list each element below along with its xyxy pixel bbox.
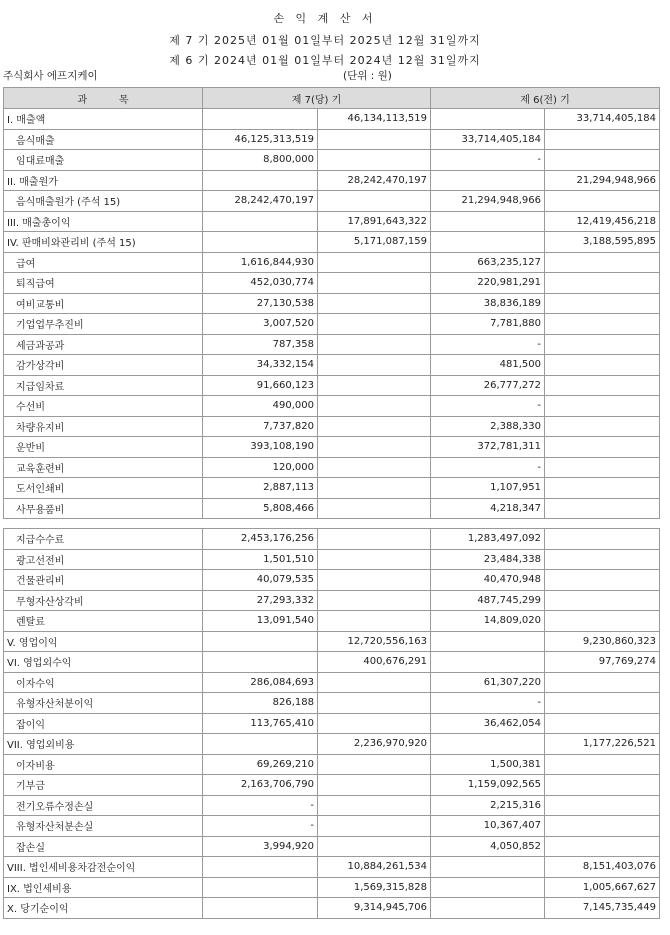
- current-detail-amount: 120,000: [203, 457, 318, 478]
- prior-detail-amount: 1,283,497,092: [431, 529, 545, 550]
- current-total-amount: [318, 693, 431, 714]
- current-detail-amount: [203, 652, 318, 673]
- prior-total-amount: [545, 396, 660, 417]
- current-total-amount: [318, 611, 431, 632]
- unit-label: (단위 : 원): [343, 70, 392, 82]
- current-detail-amount: 393,108,190: [203, 437, 318, 458]
- prior-detail-amount: 4,218,347: [431, 498, 545, 519]
- prior-total-amount: 33,714,405,184: [545, 109, 660, 130]
- prior-detail-amount: [431, 652, 545, 673]
- prior-total-amount: [545, 355, 660, 376]
- prior-total-amount: [545, 754, 660, 775]
- prior-detail-amount: [431, 232, 545, 253]
- table-header-row: [4, 88, 660, 109]
- current-detail-amount: [203, 211, 318, 232]
- current-total-amount: [318, 836, 431, 857]
- table-row: [4, 396, 660, 417]
- row-label: 음식매출원가 (주석 15): [4, 191, 203, 212]
- row-label: 잡이익: [4, 713, 203, 734]
- prior-total-amount: 3,188,595,895: [545, 232, 660, 253]
- table-row: [4, 877, 660, 898]
- current-detail-amount: 2,453,176,256: [203, 529, 318, 550]
- table-row: [4, 334, 660, 355]
- table-row: [4, 375, 660, 396]
- current-detail-amount: 46,125,313,519: [203, 129, 318, 150]
- current-detail-amount: [203, 734, 318, 755]
- prior-detail-amount: [431, 211, 545, 232]
- current-total-amount: 10,884,261,534: [318, 857, 431, 878]
- prior-total-amount: [545, 713, 660, 734]
- current-total-amount: 5,171,087,159: [318, 232, 431, 253]
- current-detail-amount: 13,091,540: [203, 611, 318, 632]
- header-current-period: 제 7(당) 기: [203, 88, 431, 109]
- prior-detail-amount: [431, 631, 545, 652]
- table-row: [4, 355, 660, 376]
- prior-total-amount: [545, 334, 660, 355]
- table-row: [4, 693, 660, 714]
- table-row: [4, 314, 660, 335]
- row-label: 이자수익: [4, 672, 203, 693]
- row-label: 교육훈련비: [4, 457, 203, 478]
- table-row: [4, 734, 660, 755]
- prior-detail-amount: -: [431, 457, 545, 478]
- prior-detail-amount: 21,294,948,966: [431, 191, 545, 212]
- current-total-amount: [318, 396, 431, 417]
- prior-detail-amount: 36,462,054: [431, 713, 545, 734]
- current-total-amount: [318, 816, 431, 837]
- prior-detail-amount: 23,484,338: [431, 549, 545, 570]
- prior-detail-amount: [431, 109, 545, 130]
- table-row: [4, 416, 660, 437]
- row-label: 도서인쇄비: [4, 478, 203, 499]
- row-label: 세금과공과: [4, 334, 203, 355]
- prior-detail-amount: 38,836,189: [431, 293, 545, 314]
- row-label: 퇴직급여: [4, 273, 203, 294]
- current-total-amount: 1,569,315,828: [318, 877, 431, 898]
- table-row: [4, 191, 660, 212]
- row-label: 무형자산상각비: [4, 590, 203, 611]
- row-label: 건물관리비: [4, 570, 203, 591]
- prior-detail-amount: [431, 877, 545, 898]
- current-detail-amount: 28,242,470,197: [203, 191, 318, 212]
- current-total-amount: [318, 334, 431, 355]
- row-label: IV. 판매비와관리비 (주석 15): [4, 232, 203, 253]
- current-total-amount: [318, 570, 431, 591]
- prior-total-amount: [545, 795, 660, 816]
- prior-total-amount: [545, 549, 660, 570]
- current-total-amount: [318, 457, 431, 478]
- current-total-amount: [318, 150, 431, 171]
- table-row: [4, 652, 660, 673]
- current-detail-amount: 2,887,113: [203, 478, 318, 499]
- current-detail-amount: 8,800,000: [203, 150, 318, 171]
- row-label: VIII. 법인세비용차감전순이익: [4, 857, 203, 878]
- table-row: [4, 549, 660, 570]
- row-label: 기업업무추진비: [4, 314, 203, 335]
- current-total-amount: [318, 252, 431, 273]
- current-total-amount: [318, 498, 431, 519]
- current-detail-amount: 452,030,774: [203, 273, 318, 294]
- prior-total-amount: 1,005,667,627: [545, 877, 660, 898]
- prior-detail-amount: 1,107,951: [431, 478, 545, 499]
- period-current: 제 7 기 2025년 01월 01일부터 2025년 12월 31일까지: [169, 34, 481, 47]
- table-row: [4, 631, 660, 652]
- prior-total-amount: [545, 775, 660, 796]
- row-label: 전기오류수정손실: [4, 795, 203, 816]
- row-label: 사무용품비: [4, 498, 203, 519]
- header-item: 과 목: [4, 88, 203, 109]
- current-total-amount: 46,134,113,519: [318, 109, 431, 130]
- current-total-amount: [318, 355, 431, 376]
- table-row: [4, 529, 660, 550]
- current-detail-amount: 7,737,820: [203, 416, 318, 437]
- table-row: [4, 713, 660, 734]
- prior-detail-amount: 1,500,381: [431, 754, 545, 775]
- table-row: [4, 252, 660, 273]
- prior-total-amount: [545, 590, 660, 611]
- prior-detail-amount: 10,367,407: [431, 816, 545, 837]
- table-row: [4, 129, 660, 150]
- table-row: [4, 457, 660, 478]
- prior-detail-amount: 2,388,330: [431, 416, 545, 437]
- current-total-amount: 400,676,291: [318, 652, 431, 673]
- prior-total-amount: [545, 457, 660, 478]
- prior-total-amount: [545, 529, 660, 550]
- header-prior-period: 제 6(전) 기: [431, 88, 660, 109]
- current-total-amount: 28,242,470,197: [318, 170, 431, 191]
- prior-detail-amount: 487,745,299: [431, 590, 545, 611]
- prior-detail-amount: 372,781,311: [431, 437, 545, 458]
- prior-total-amount: [545, 816, 660, 837]
- row-label: 음식매출: [4, 129, 203, 150]
- row-label: 기부금: [4, 775, 203, 796]
- table-row: [4, 570, 660, 591]
- statement-title: 손 익 계 산 서: [273, 12, 377, 25]
- current-total-amount: [318, 549, 431, 570]
- prior-detail-amount: [431, 170, 545, 191]
- current-total-amount: [318, 293, 431, 314]
- prior-total-amount: [545, 478, 660, 499]
- table-row: [4, 498, 660, 519]
- table-row: [4, 293, 660, 314]
- current-total-amount: [318, 775, 431, 796]
- prior-detail-amount: 2,215,316: [431, 795, 545, 816]
- current-detail-amount: 2,163,706,790: [203, 775, 318, 796]
- current-detail-amount: 40,079,535: [203, 570, 318, 591]
- current-detail-amount: 1,616,844,930: [203, 252, 318, 273]
- prior-total-amount: [545, 570, 660, 591]
- row-label: VI. 영업외수익: [4, 652, 203, 673]
- table-row: [4, 437, 660, 458]
- prior-detail-amount: -: [431, 396, 545, 417]
- current-total-amount: [318, 437, 431, 458]
- prior-detail-amount: 1,159,092,565: [431, 775, 545, 796]
- prior-detail-amount: 220,981,291: [431, 273, 545, 294]
- current-total-amount: [318, 754, 431, 775]
- row-label: 유형자산처분이익: [4, 693, 203, 714]
- prior-detail-amount: 61,307,220: [431, 672, 545, 693]
- prior-detail-amount: -: [431, 150, 545, 171]
- row-label: III. 매출총이익: [4, 211, 203, 232]
- table-row: [4, 836, 660, 857]
- prior-total-amount: [545, 150, 660, 171]
- prior-total-amount: [545, 314, 660, 335]
- prior-total-amount: [545, 611, 660, 632]
- current-detail-amount: [203, 109, 318, 130]
- prior-detail-amount: 4,050,852: [431, 836, 545, 857]
- prior-total-amount: [545, 437, 660, 458]
- current-detail-amount: 286,084,693: [203, 672, 318, 693]
- row-label: 유형자산처분손실: [4, 816, 203, 837]
- row-label: 차량유지비: [4, 416, 203, 437]
- prior-total-amount: 7,145,735,449: [545, 898, 660, 919]
- table-row: [4, 478, 660, 499]
- current-detail-amount: -: [203, 795, 318, 816]
- current-total-amount: [318, 590, 431, 611]
- prior-total-amount: [545, 498, 660, 519]
- prior-detail-amount: -: [431, 693, 545, 714]
- current-total-amount: [318, 478, 431, 499]
- prior-total-amount: 21,294,948,966: [545, 170, 660, 191]
- table-row: [4, 816, 660, 837]
- prior-total-amount: 8,151,403,076: [545, 857, 660, 878]
- prior-detail-amount: 40,470,948: [431, 570, 545, 591]
- row-label: 이자비용: [4, 754, 203, 775]
- prior-total-amount: [545, 273, 660, 294]
- income-statement-table-part1: [3, 87, 660, 519]
- row-label: I. 매출액: [4, 109, 203, 130]
- row-label: 지급임차료: [4, 375, 203, 396]
- prior-detail-amount: [431, 734, 545, 755]
- prior-total-amount: 1,177,226,521: [545, 734, 660, 755]
- current-total-amount: [318, 713, 431, 734]
- prior-total-amount: [545, 191, 660, 212]
- row-label: 수선비: [4, 396, 203, 417]
- current-total-amount: [318, 375, 431, 396]
- current-detail-amount: 826,188: [203, 693, 318, 714]
- row-label: II. 매출원가: [4, 170, 203, 191]
- current-detail-amount: [203, 232, 318, 253]
- current-detail-amount: 27,130,538: [203, 293, 318, 314]
- income-statement-table-part2: [3, 528, 660, 919]
- prior-detail-amount: -: [431, 334, 545, 355]
- prior-total-amount: [545, 416, 660, 437]
- current-detail-amount: 787,358: [203, 334, 318, 355]
- row-label: 광고선전비: [4, 549, 203, 570]
- table-row: [4, 232, 660, 253]
- current-detail-amount: [203, 857, 318, 878]
- table-row: [4, 611, 660, 632]
- period-prior: 제 6 기 2024년 01월 01일부터 2024년 12월 31일까지: [169, 54, 481, 67]
- prior-total-amount: [545, 129, 660, 150]
- row-label: 급여: [4, 252, 203, 273]
- row-label: 감가상각비: [4, 355, 203, 376]
- prior-detail-amount: 7,781,880: [431, 314, 545, 335]
- prior-total-amount: 12,419,456,218: [545, 211, 660, 232]
- current-detail-amount: 3,994,920: [203, 836, 318, 857]
- row-label: VII. 영업외비용: [4, 734, 203, 755]
- current-total-amount: [318, 273, 431, 294]
- current-total-amount: 12,720,556,163: [318, 631, 431, 652]
- prior-total-amount: [545, 672, 660, 693]
- table-row: [4, 273, 660, 294]
- current-detail-amount: 69,269,210: [203, 754, 318, 775]
- current-total-amount: [318, 672, 431, 693]
- row-label: V. 영업이익: [4, 631, 203, 652]
- company-name: 주식회사 에프지케이: [3, 70, 98, 82]
- current-detail-amount: 5,808,466: [203, 498, 318, 519]
- table-row: [4, 150, 660, 171]
- prior-total-amount: 9,230,860,323: [545, 631, 660, 652]
- current-total-amount: [318, 314, 431, 335]
- current-detail-amount: 3,007,520: [203, 314, 318, 335]
- prior-total-amount: [545, 693, 660, 714]
- current-detail-amount: [203, 898, 318, 919]
- current-total-amount: [318, 416, 431, 437]
- current-detail-amount: 34,332,154: [203, 355, 318, 376]
- current-total-amount: 2,236,970,920: [318, 734, 431, 755]
- current-total-amount: 9,314,945,706: [318, 898, 431, 919]
- current-total-amount: 17,891,643,322: [318, 211, 431, 232]
- table-row: [4, 775, 660, 796]
- table-row: [4, 211, 660, 232]
- prior-detail-amount: 481,500: [431, 355, 545, 376]
- table-row: [4, 170, 660, 191]
- current-detail-amount: [203, 631, 318, 652]
- row-label: 지급수수료: [4, 529, 203, 550]
- prior-total-amount: [545, 252, 660, 273]
- current-detail-amount: 27,293,332: [203, 590, 318, 611]
- table-row: [4, 754, 660, 775]
- table-row: [4, 109, 660, 130]
- current-detail-amount: 490,000: [203, 396, 318, 417]
- current-detail-amount: [203, 877, 318, 898]
- prior-total-amount: [545, 293, 660, 314]
- current-total-amount: [318, 795, 431, 816]
- current-detail-amount: 1,501,510: [203, 549, 318, 570]
- prior-detail-amount: [431, 857, 545, 878]
- prior-detail-amount: 33,714,405,184: [431, 129, 545, 150]
- row-label: IX. 법인세비용: [4, 877, 203, 898]
- prior-detail-amount: 26,777,272: [431, 375, 545, 396]
- prior-detail-amount: 663,235,127: [431, 252, 545, 273]
- current-detail-amount: 113,765,410: [203, 713, 318, 734]
- prior-total-amount: [545, 836, 660, 857]
- table-row: [4, 857, 660, 878]
- row-label: 잡손실: [4, 836, 203, 857]
- prior-detail-amount: 14,809,020: [431, 611, 545, 632]
- current-total-amount: [318, 191, 431, 212]
- row-label: X. 당기순이익: [4, 898, 203, 919]
- prior-detail-amount: [431, 898, 545, 919]
- row-label: 렌탈료: [4, 611, 203, 632]
- current-detail-amount: -: [203, 816, 318, 837]
- row-label: 운반비: [4, 437, 203, 458]
- table-row: [4, 590, 660, 611]
- table-row: [4, 795, 660, 816]
- row-label: 임대료매출: [4, 150, 203, 171]
- current-total-amount: [318, 529, 431, 550]
- table-row: [4, 672, 660, 693]
- row-label: 여비교통비: [4, 293, 203, 314]
- current-detail-amount: 91,660,123: [203, 375, 318, 396]
- current-detail-amount: [203, 170, 318, 191]
- table-row: [4, 898, 660, 919]
- prior-total-amount: [545, 375, 660, 396]
- prior-total-amount: 97,769,274: [545, 652, 660, 673]
- current-total-amount: [318, 129, 431, 150]
